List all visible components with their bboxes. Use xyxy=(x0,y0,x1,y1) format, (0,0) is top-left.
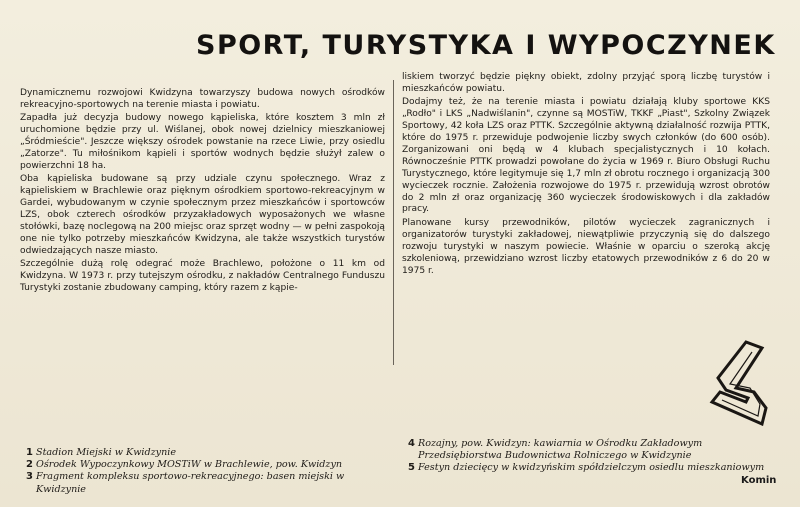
caption-text: Festyn dziecięcy w kwidzyńskim spółdzielczym osiedlu mieszkaniowym xyxy=(418,462,765,474)
caption-text: Stadion Miejski w Kwidzynie xyxy=(36,447,177,458)
caption-text: Fragment kompleksu sportowo-rekreacyjnego: basen miejski w Kwidzynie xyxy=(36,471,345,495)
caption-number: 4 xyxy=(408,438,415,449)
caption-number: 1 xyxy=(26,447,33,458)
paragraph: liskiem tworzyć będzie piękny obiekt, zdolny przyjąć sporą liczbę turystów i mieszkańców powiatu. xyxy=(402,72,770,94)
caption-item xyxy=(26,459,396,471)
caption-number: 3 xyxy=(26,471,33,483)
photo-captions-left xyxy=(26,447,396,496)
page-title: SPORT, TURYSTYKA I WYPOCZYNEK xyxy=(196,30,776,61)
caption-number: 5 xyxy=(408,462,415,474)
column-divider xyxy=(393,80,394,365)
caption-item xyxy=(26,471,396,495)
photo-captions-right xyxy=(408,438,768,475)
stylized-letter-s-logo-icon xyxy=(706,338,768,426)
caption-item xyxy=(26,447,396,459)
paragraph: Dodajmy też, że na terenie miasta i powiatu działają kluby sportowe KKS „Rodło" i LKS „Nadwiślanin", czynne są MOSTiW, TKKF „Piast", Szkolny Związek Sportowy, 42 koła LZS oraz PTTK. Szczególnie aktywną działalność rozwija PTTK, które do 1975 r. przewiduje podwojenie liczby swych członków (do 600 osób). Zorganizowani oni będą w 4 klubach specjalistycznych i 10 kołach. Równocześnie PTTK prowadzi powołane do życia w 1969 r. Biuro Obsługi Ruchu Turystycznego, które legitymuje się 1,7 mln zł obrotu rocznego i organizacją 300 wycieczek rocznie. Założenia rozwojowe do 1975 r. przewidują wzrost obrotów do 2 mln zł oraz organizację 360 wycieczek środowiskowych i dla zakładów pracy. xyxy=(402,97,770,215)
paragraph: Zapadła już decyzja budowy nowego kąpieliska, które kosztem 3 mln zł uruchomione będzie przy ul. Wiślanej, obok nowej dzielnicy mieszkaniowej „Śródmieście". Jeszcze większy ośrodek powstanie na rzece Liwie, przy osiedlu „Zatorze". Tu miłośnikom kąpieli i sportów wodnych będzie służył zalew o powierzchni 18 ha. xyxy=(20,113,385,171)
left-text-column xyxy=(20,88,385,296)
paragraph: Oba kąpieliska budowane są przy udziale czynu społecznego. Wraz z kąpieliskiem w Brachlewie oraz pięknym ośrodkiem sportowo-rekreacyjnym w Gardei, wybudowanym w czynie społecznym przez mieszkańców i sportowców LZS, obok czterech ośrodków przyzakładowych wyposażonych we własne stołówki, bazę noclegową na 200 miejsc oraz sprzęt wodny — w pełni zaspokoją one nie tylko potrzeby mieszkańców Kwidzyna, ale także wszystkich turystów odwiedzających nasze miasto. xyxy=(20,174,385,256)
caption-item xyxy=(408,462,768,474)
paragraph: Dynamicznemu rozwojowi Kwidzyna towarzyszy budowa nowych ośrodków rekreacyjno-sportowych na terenie miasta i powiatu. xyxy=(20,88,385,110)
caption-item xyxy=(408,438,768,462)
paragraph: Szczególnie dużą rolę odegrać może Brachlewo, położone o 11 km od Kwidzyna. W 1973 r. przy tutejszym ośrodku, z nakładów Centralnego Funduszu Turystyki zostanie zbudowany camping, który razem z kąpie- xyxy=(20,259,385,293)
caption-number: 2 xyxy=(26,459,33,471)
paragraph: Planowane kursy przewodników, pilotów wycieczek zagranicznych i organizatorów turystyki zakładowej, niewątpliwie przyczynią się do dalszego rozwoju turystyki w naszym powiecie. Właśnie w oparciu o szeroką akcję szkoleniową, przewidziano wzrost liczby etatowych przewodników z 6 do 20 w 1975 r. xyxy=(402,217,770,276)
caption-text: Rozajny, pow. Kwidzyn: kawiarnia w Ośrodku Zakładowym Przedsiębiorstwa Budownictwa Rolniczego w Kwidzynie xyxy=(418,438,703,462)
caption-text: Ośrodek Wypoczynkowy MOSTiW w Brachlewie, pow. Kwidzyn xyxy=(36,459,343,471)
watermark: Komin xyxy=(741,475,777,486)
right-text-column xyxy=(402,72,770,279)
